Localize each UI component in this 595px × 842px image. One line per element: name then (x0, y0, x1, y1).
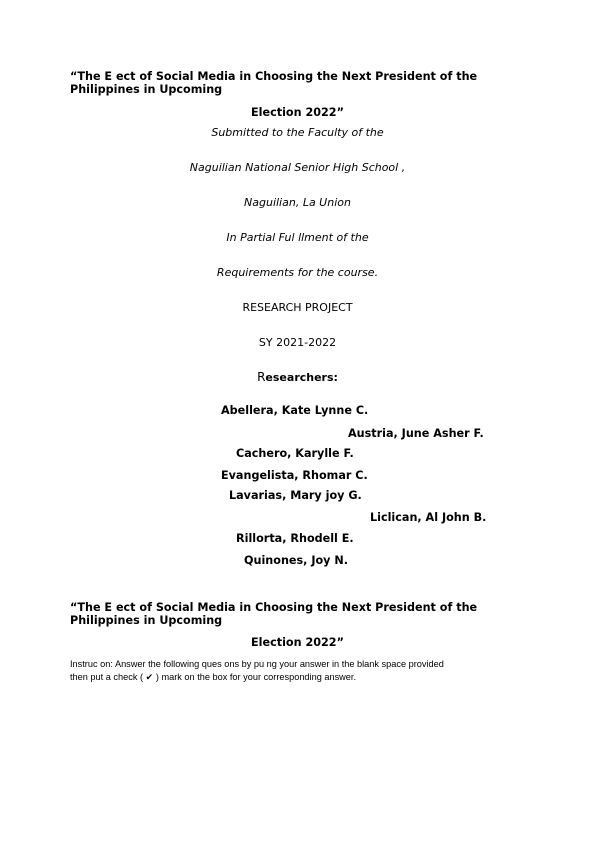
school-location: Naguilian, La Union (244, 196, 351, 209)
questionnaire-title-line-2: Philippines in Upcoming (70, 614, 223, 627)
requirements: Requirements for the course. (216, 266, 379, 279)
researchers-heading (0, 370, 595, 384)
submitted-to: Submitted to the Faculty of the (211, 126, 384, 139)
title-line-1: “The E ect of Social Media in Choosing the Next President of the (70, 70, 478, 83)
school-year: SY 2021-2022 (258, 336, 337, 349)
researcher-name: Lavarias, Mary joy G. (229, 489, 362, 502)
researcher-name: Austria, June Asher F. (348, 427, 484, 440)
researcher-name: Liclican, Al John B. (370, 511, 487, 524)
questionnaire-title-line-3: Election 2022” (251, 636, 344, 649)
title-line-2: Philippines in Upcoming (70, 83, 223, 96)
researcher-name: Cachero, Karylle F. (236, 447, 354, 460)
researcher-name: Abellera, Kate Lynne C. (221, 404, 369, 417)
researcher-name: Rillorta, Rhodell E. (236, 532, 354, 545)
questionnaire-title-line-1: “The E ect of Social Media in Choosing the Next President of the (70, 601, 478, 614)
instruction-line-2: then put a check ( ✔ ) mark on the box for your corresponding answer. (70, 672, 357, 682)
researcher-name: Evangelista, Rhomar C. (221, 469, 368, 482)
researchers-heading-initial: R (257, 370, 266, 384)
research-project: RESEARCH PROJECT (242, 301, 353, 314)
title-line-3: Election 2022” (251, 106, 344, 119)
partial-fulfillment: In Partial Ful llment of the (226, 231, 369, 244)
researcher-name: Quinones, Joy N. (244, 554, 348, 567)
researchers-heading-text: esearchers: (265, 371, 338, 384)
instruction-line-1: Instruc on: Answer the following ques ons by pu ng your answer in the blank space provided (70, 659, 444, 669)
school-name: Naguilian National Senior High School , (189, 161, 406, 174)
